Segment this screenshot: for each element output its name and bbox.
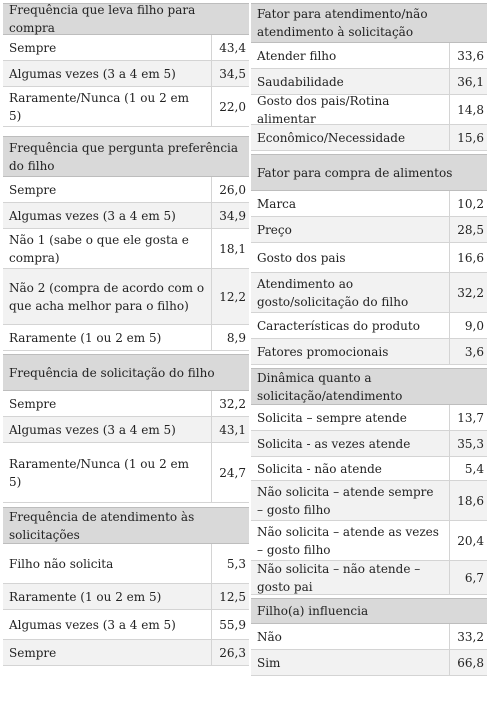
table-row [251,481,487,521]
row-value: 28,5 [449,217,487,242]
table-row [3,87,249,127]
row-label: Não solicita – atende sempre – gosto filho [257,484,434,517]
row-label: Algumas vezes (3 a 4 em 5) [9,422,176,437]
row-label: Atender filho [257,48,337,63]
table-row [3,443,249,503]
row-value: 15,6 [449,125,487,150]
row-value: 18,6 [449,481,487,520]
row-label: Gosto dos pais/Rotina alimentar [257,93,390,126]
table-row [3,640,249,666]
table-row [3,325,249,351]
table-row [251,243,487,273]
row-label: Marca [257,196,297,211]
row-label: Sempre [9,182,57,197]
row-label: Sempre [9,645,57,660]
row-value: 36,1 [449,69,487,94]
section-header: Frequência de solicitação do filho [3,354,249,391]
table-row [251,650,487,676]
row-label: Características do produto [257,318,420,333]
row-label: Econômico/Necessidade [257,130,406,145]
row-value: 13,7 [449,405,487,430]
table-row [3,391,249,417]
row-value: 20,4 [449,521,487,560]
row-label: Saudabilidade [257,74,344,89]
table-row [251,431,487,457]
row-value: 55,9 [211,610,249,639]
row-value: 34,9 [211,203,249,228]
table-row [3,229,249,269]
table-row [251,217,487,243]
table-row [251,624,487,650]
row-label: Filho não solicita [9,556,114,571]
row-value: 22,0 [211,87,249,126]
row-value: 33,6 [449,43,487,68]
table-row [3,584,249,610]
row-value: 24,7 [211,443,249,502]
row-value: 3,6 [449,339,487,364]
section-header: Frequência que leva filho para compra [3,3,249,35]
table-row [3,177,249,203]
section-header: Fator para compra de alimentos [251,154,487,191]
row-value: 34,5 [211,61,249,86]
row-value: 26,3 [211,640,249,665]
table-row [3,269,249,325]
row-value: 8,9 [211,325,249,350]
section-header: Filho(a) influencia [251,598,487,624]
section-header: Frequência de atendimento às solicitações [3,507,249,544]
section-gap [3,127,249,136]
row-label: Algumas vezes (3 a 4 em 5) [9,66,176,81]
row-value: 32,2 [211,391,249,416]
row-label: Sim [257,655,281,670]
row-label: Sempre [9,396,57,411]
row-label: Raramente (1 ou 2 em 5) [9,589,162,604]
row-label: Não [257,629,282,644]
row-label: Gosto dos pais [257,250,346,265]
row-label: Raramente/Nunca (1 ou 2 em 5) [9,90,190,123]
row-value: 33,2 [449,624,487,649]
table-row [3,417,249,443]
row-value: 32,2 [449,273,487,312]
row-label: Solicita - as vezes atende [257,436,411,451]
row-label: Não solicita – não atende – gosto pai [257,561,421,594]
table-row [251,125,487,151]
table-row [3,203,249,229]
section-header: Fator para atendimento/não atendimento à solicitação [251,3,487,43]
row-value: 12,5 [211,584,249,609]
row-label: Não 1 (sabe o que ele gosta e compra) [9,232,189,265]
row-label: Fatores promocionais [257,344,389,359]
table-row [3,544,249,584]
table-row [251,405,487,431]
row-label: Solicita – sempre atende [257,410,407,425]
row-value: 5,3 [211,544,249,583]
section-header: Dinâmica quanto a solicitação/atendimento [251,368,487,405]
row-value: 14,8 [449,95,487,124]
row-value: 35,3 [449,431,487,456]
row-value: 12,2 [211,269,249,324]
row-value: 43,1 [211,417,249,442]
table-row [251,43,487,69]
row-value: 66,8 [449,650,487,675]
row-label: Preço [257,222,292,237]
section-header: Frequência que pergunta preferência do filho [3,136,249,177]
right-table [251,3,487,676]
row-label: Solicita - não atende [257,461,382,476]
row-value: 9,0 [449,313,487,338]
row-value: 5,4 [449,457,487,480]
table-row [3,610,249,640]
table-row [251,273,487,313]
table-row [251,95,487,125]
row-value: 6,7 [449,561,487,594]
row-value: 16,6 [449,243,487,272]
table-row [3,35,249,61]
row-label: Sempre [9,40,57,55]
table-row [251,457,487,481]
row-label: Raramente/Nunca (1 ou 2 em 5) [9,456,190,489]
left-table [3,3,249,666]
row-value: 26,0 [211,177,249,202]
table-row [251,521,487,561]
table-row [251,313,487,339]
row-value: 18,1 [211,229,249,268]
table-row [251,191,487,217]
row-value: 43,4 [211,35,249,60]
table-row [251,561,487,595]
row-label: Raramente (1 ou 2 em 5) [9,330,162,345]
row-value: 10,2 [449,191,487,216]
row-label: Algumas vezes (3 a 4 em 5) [9,208,176,223]
table-row [3,61,249,87]
row-label: Não solicita – atende as vezes – gosto filho [257,524,439,557]
row-label: Algumas vezes (3 a 4 em 5) [9,617,176,632]
row-label: Não 2 (compra de acordo com o que acha melhor para o filho) [9,280,205,313]
row-label: Atendimento ao gosto/solicitação do filho [257,276,409,309]
table-row [251,339,487,365]
